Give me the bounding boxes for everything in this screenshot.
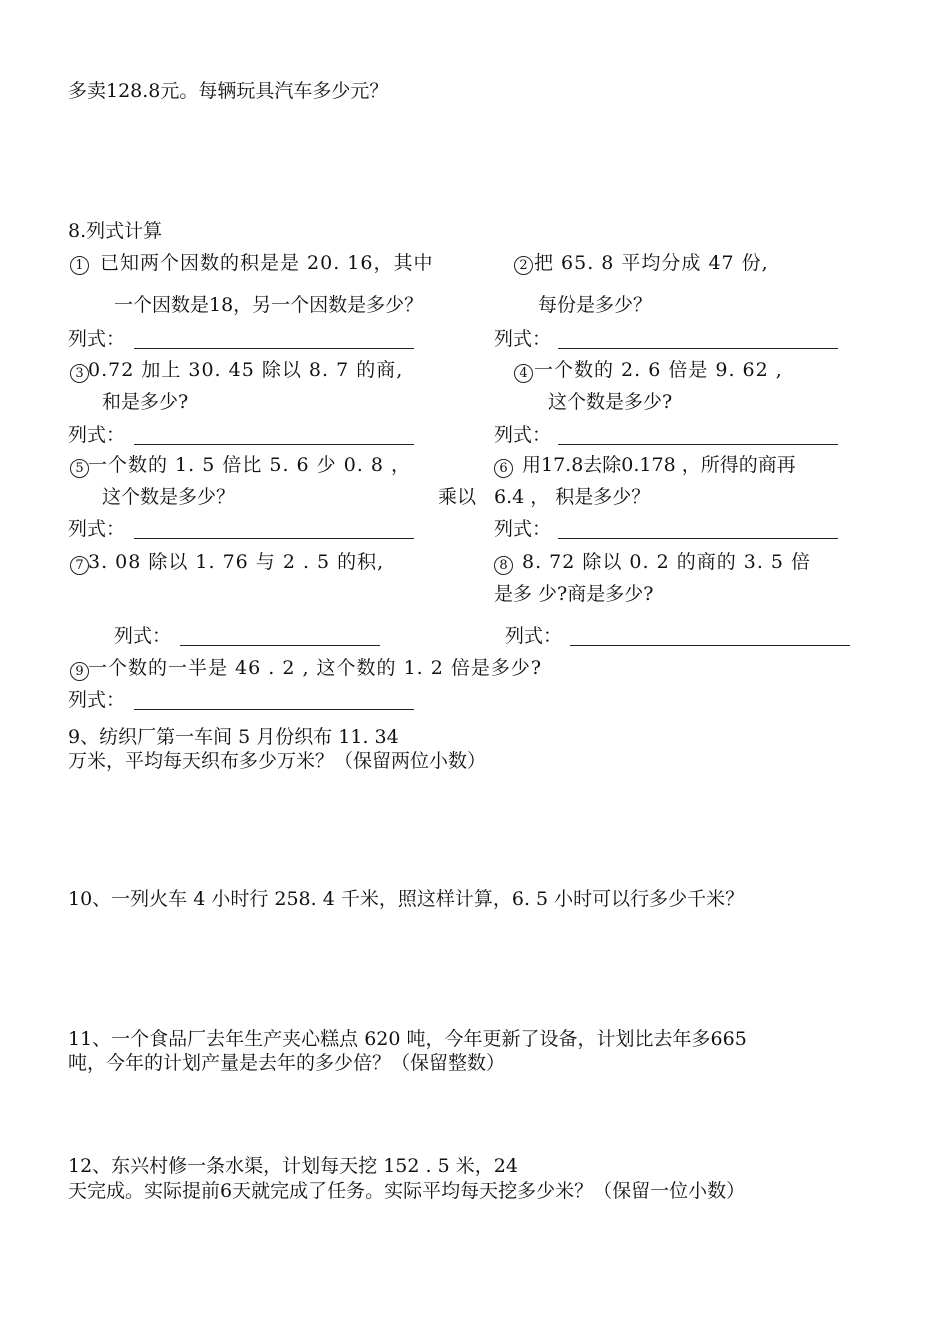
item-6-line2-prefix: 乘以 — [438, 486, 477, 508]
problem-12-line2: 天完成。实际提前6天就完成了任务。实际平均每天挖多少米？（保留一位小数） — [68, 1180, 746, 1202]
item-number-badge: 3 — [70, 364, 89, 383]
answer-line[interactable] — [558, 538, 838, 539]
formula-label: 列式： — [114, 625, 172, 647]
formula-label: 列式： — [494, 424, 552, 446]
section-title: 8.列式计算 — [68, 220, 163, 242]
item-3-line2: 和是多少? — [102, 391, 189, 413]
item-number-badge: 9 — [70, 662, 89, 681]
item-2-line2: 每份是多少？ — [538, 294, 653, 316]
item-number-badge: 8 — [494, 556, 513, 575]
item-8-line2: 是多 少?商是多少? — [494, 583, 654, 605]
intro-line: 多卖128.8元。每辆玩具汽车多少元？ — [68, 80, 389, 102]
item-6-line1: 用17.8去除0.178 ，所得的商再 — [522, 454, 796, 476]
problem-11-line2: 吨，今年的计划产量是去年的多少倍？（保留整数） — [68, 1052, 506, 1074]
item-1-line2: 一个因数是18，另一个因数是多少？ — [114, 294, 424, 316]
item-number-badge: 5 — [70, 459, 89, 478]
item-number-badge: 4 — [514, 364, 533, 383]
answer-line[interactable] — [134, 709, 414, 710]
item-6-line2: 6.4 ， 积是多少？ — [494, 486, 651, 508]
problem-9-line2: 万米，平均每天织布多少万米？（保留两位小数） — [68, 750, 487, 772]
answer-line[interactable] — [570, 645, 850, 646]
item-5-line2: 这个数是多少？ — [102, 486, 236, 508]
item-number-badge: 2 — [514, 256, 533, 275]
item-number-badge: 7 — [70, 556, 89, 575]
formula-label: 列式： — [68, 689, 126, 711]
formula-label: 列式： — [494, 328, 552, 350]
item-3-line1: 0.72 加上 30. 45 除以 8. 7 的商, — [88, 359, 404, 381]
item-9-line1: 一个数的一半是 46 . 2 , 这个数的 1. 2 倍是多少? — [88, 657, 543, 679]
item-4-line1: 一个数的 2. 6 倍是 9. 62 , — [534, 359, 783, 381]
item-1-line1: 已知两个因数的积是是 20. 16，其中 — [100, 252, 434, 274]
formula-label: 列式： — [68, 518, 126, 540]
item-8-line1: 8. 72 除以 0. 2 的商的 3. 5 倍 — [522, 551, 812, 573]
item-5-line1: 一个数的 1. 5 倍比 5. 6 少 0. 8 ， — [88, 454, 412, 476]
answer-line[interactable] — [558, 348, 838, 349]
item-4-line2: 这个数是多少? — [548, 391, 673, 413]
answer-line[interactable] — [558, 444, 838, 445]
answer-line[interactable] — [180, 645, 380, 646]
answer-line[interactable] — [134, 348, 414, 349]
problem-9-line1: 9、纺织厂第一车间 5 月份织布 11. 34 — [68, 726, 399, 748]
item-7-line1: 3. 08 除以 1. 76 与 2 . 5 的积, — [88, 551, 385, 573]
answer-line[interactable] — [134, 538, 414, 539]
answer-line[interactable] — [134, 444, 414, 445]
problem-10-line1: 10、一列火车 4 小时行 258. 4 千米，照这样计算，6. 5 小时可以行多少千米？ — [68, 888, 745, 910]
problem-11-line1: 11、一个食品厂去年生产夹心糕点 620 吨，今年更新了设备，计划比去年多665 — [68, 1028, 747, 1050]
formula-label: 列式： — [68, 424, 126, 446]
item-number-badge: 6 — [494, 459, 513, 478]
item-number-badge: 1 — [70, 256, 89, 275]
formula-label: 列式： — [494, 518, 552, 540]
formula-label: 列式： — [505, 625, 563, 647]
problem-12-line1: 12、东兴村修一条水渠，计划每天挖 152 . 5 米，24 — [68, 1155, 518, 1177]
item-2-line1: 把 65. 8 平均分成 47 份, — [534, 252, 769, 274]
formula-label: 列式： — [68, 328, 126, 350]
